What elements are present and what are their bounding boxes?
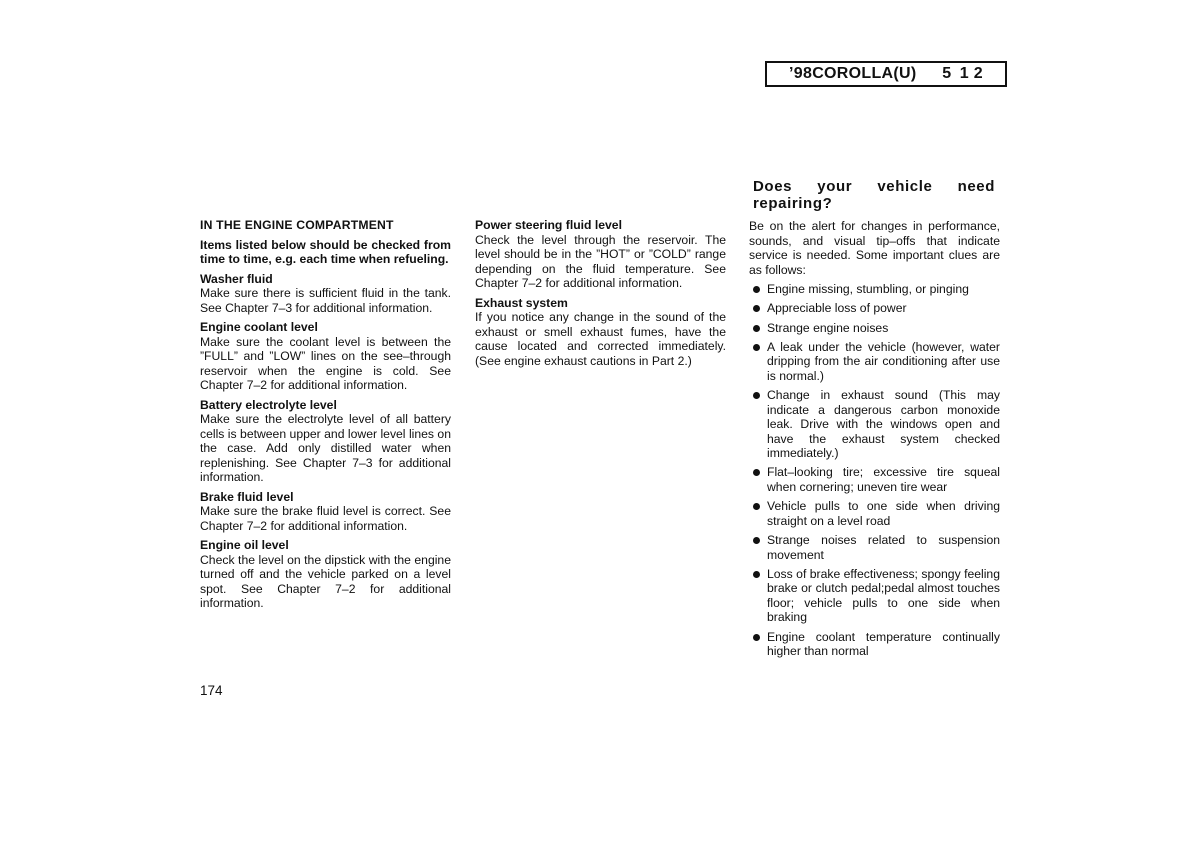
list-item [749, 301, 1000, 316]
bullet-icon [753, 392, 760, 399]
list-item [749, 388, 1000, 461]
item-body: Make sure there is sufficient fluid in the tank. See Chapter 7–3 for additional information. [200, 286, 451, 315]
bullet-icon [753, 305, 760, 312]
list-item [749, 567, 1000, 625]
page-number: 174 [200, 683, 223, 698]
repair-section-title: Does your vehicle need repairing? [753, 178, 995, 212]
list-item-text: Appreciable loss of power [767, 301, 907, 316]
item-title: Engine oil level [200, 538, 289, 552]
item-body: Make sure the brake fluid level is correct. See Chapter 7–2 for additional information. [200, 504, 451, 533]
list-item [749, 340, 1000, 384]
check-item-washer-fluid [200, 272, 451, 316]
list-item [749, 465, 1000, 494]
check-item-engine-oil [200, 538, 451, 611]
item-body: Check the level through the reservoir. The level should be in the ”HOT” or ”COLD” range depending on the fluid temperature. See Chapter 7–2 for additional information. [475, 232, 726, 290]
list-item-text: A leak under the vehicle (however, water dripping from the air conditioning after use is normal.) [767, 339, 1000, 383]
item-title: Engine coolant level [200, 320, 318, 334]
list-item [749, 499, 1000, 528]
list-item-text: Strange noises related to suspension movement [767, 533, 1000, 562]
item-title: Exhaust system [475, 295, 568, 310]
list-item-text: Change in exhaust sound (This may indicate a dangerous carbon monoxide leak. Drive with the windows open and have the exhaust system checked immediately.) [767, 388, 1000, 461]
list-item-text: Engine coolant temperature continually higher than normal [767, 629, 1000, 659]
check-item-engine-coolant [200, 320, 451, 393]
check-item-power-steering [475, 218, 726, 291]
check-item-battery-electrolyte [200, 398, 451, 485]
list-item [749, 321, 1000, 336]
bullet-icon [753, 286, 760, 293]
item-title: Battery electrolyte level [200, 397, 337, 412]
list-item [749, 533, 1000, 562]
section-heading: IN THE ENGINE COMPARTMENT [200, 218, 394, 232]
list-item-text: Engine missing, stumbling, or pinging [767, 282, 969, 296]
item-title: Washer fluid [200, 271, 273, 286]
bullet-icon [753, 571, 760, 578]
item-body: Check the level on the dipstick with the engine turned off and the vehicle parked on a level spot. See Chapter 7–2 for additional information. [200, 552, 451, 610]
item-body: Make sure the electrolyte level of all battery cells is between upper and lower level lines on the case. Add only distilled water when replenishing. See Chapter 7–3 for additional information. [200, 412, 451, 484]
item-body: Make sure the coolant level is between the ”FULL” and ”LOW” lines on the see–through reservoir when the engine is cold. See Chapter 7–2 for additional information. [200, 334, 451, 392]
check-item-brake-fluid [200, 490, 451, 534]
item-title: Power steering fluid level [475, 218, 622, 232]
check-item-exhaust-system [475, 296, 726, 369]
bullet-icon [753, 469, 760, 476]
middle-column [475, 218, 726, 373]
repair-intro: Be on the alert for changes in performance, sounds, and visual tip–offs that indicate service is needed. Some important clues are as follows: [749, 219, 1000, 277]
list-item-text: Flat–looking tire; excessive tire squeal when cornering; uneven tire wear [767, 465, 1000, 494]
list-item-text: Strange engine noises [767, 320, 889, 335]
list-item [749, 282, 1000, 297]
symptom-list [749, 282, 1000, 659]
item-body: If you notice any change in the sound of the exhaust or smell exhaust fumes, have the cause located and corrected immediately. (See engine exhaust cautions in Part 2.) [475, 310, 726, 368]
intro-text: Items listed below should be checked from time to time, e.g. each time when refueling. [200, 237, 451, 266]
list-item-text: Vehicle pulls to one side when driving straight on a level road [767, 499, 1000, 528]
list-item [749, 630, 1000, 659]
bullet-icon [753, 634, 760, 641]
list-item-text: Loss of brake effectiveness; spongy feeling brake or clutch pedal;pedal almost touches floor; vehicle pulls to one side when braking [767, 566, 1000, 625]
bullet-icon [753, 344, 760, 351]
right-column [749, 178, 1000, 663]
document-code-header: ’98COROLLA(U) 5 1 2 [765, 61, 1007, 87]
bullet-icon [753, 537, 760, 544]
bullet-icon [753, 325, 760, 332]
item-title: Brake fluid level [200, 489, 294, 504]
bullet-icon [753, 503, 760, 510]
left-column [200, 218, 451, 616]
